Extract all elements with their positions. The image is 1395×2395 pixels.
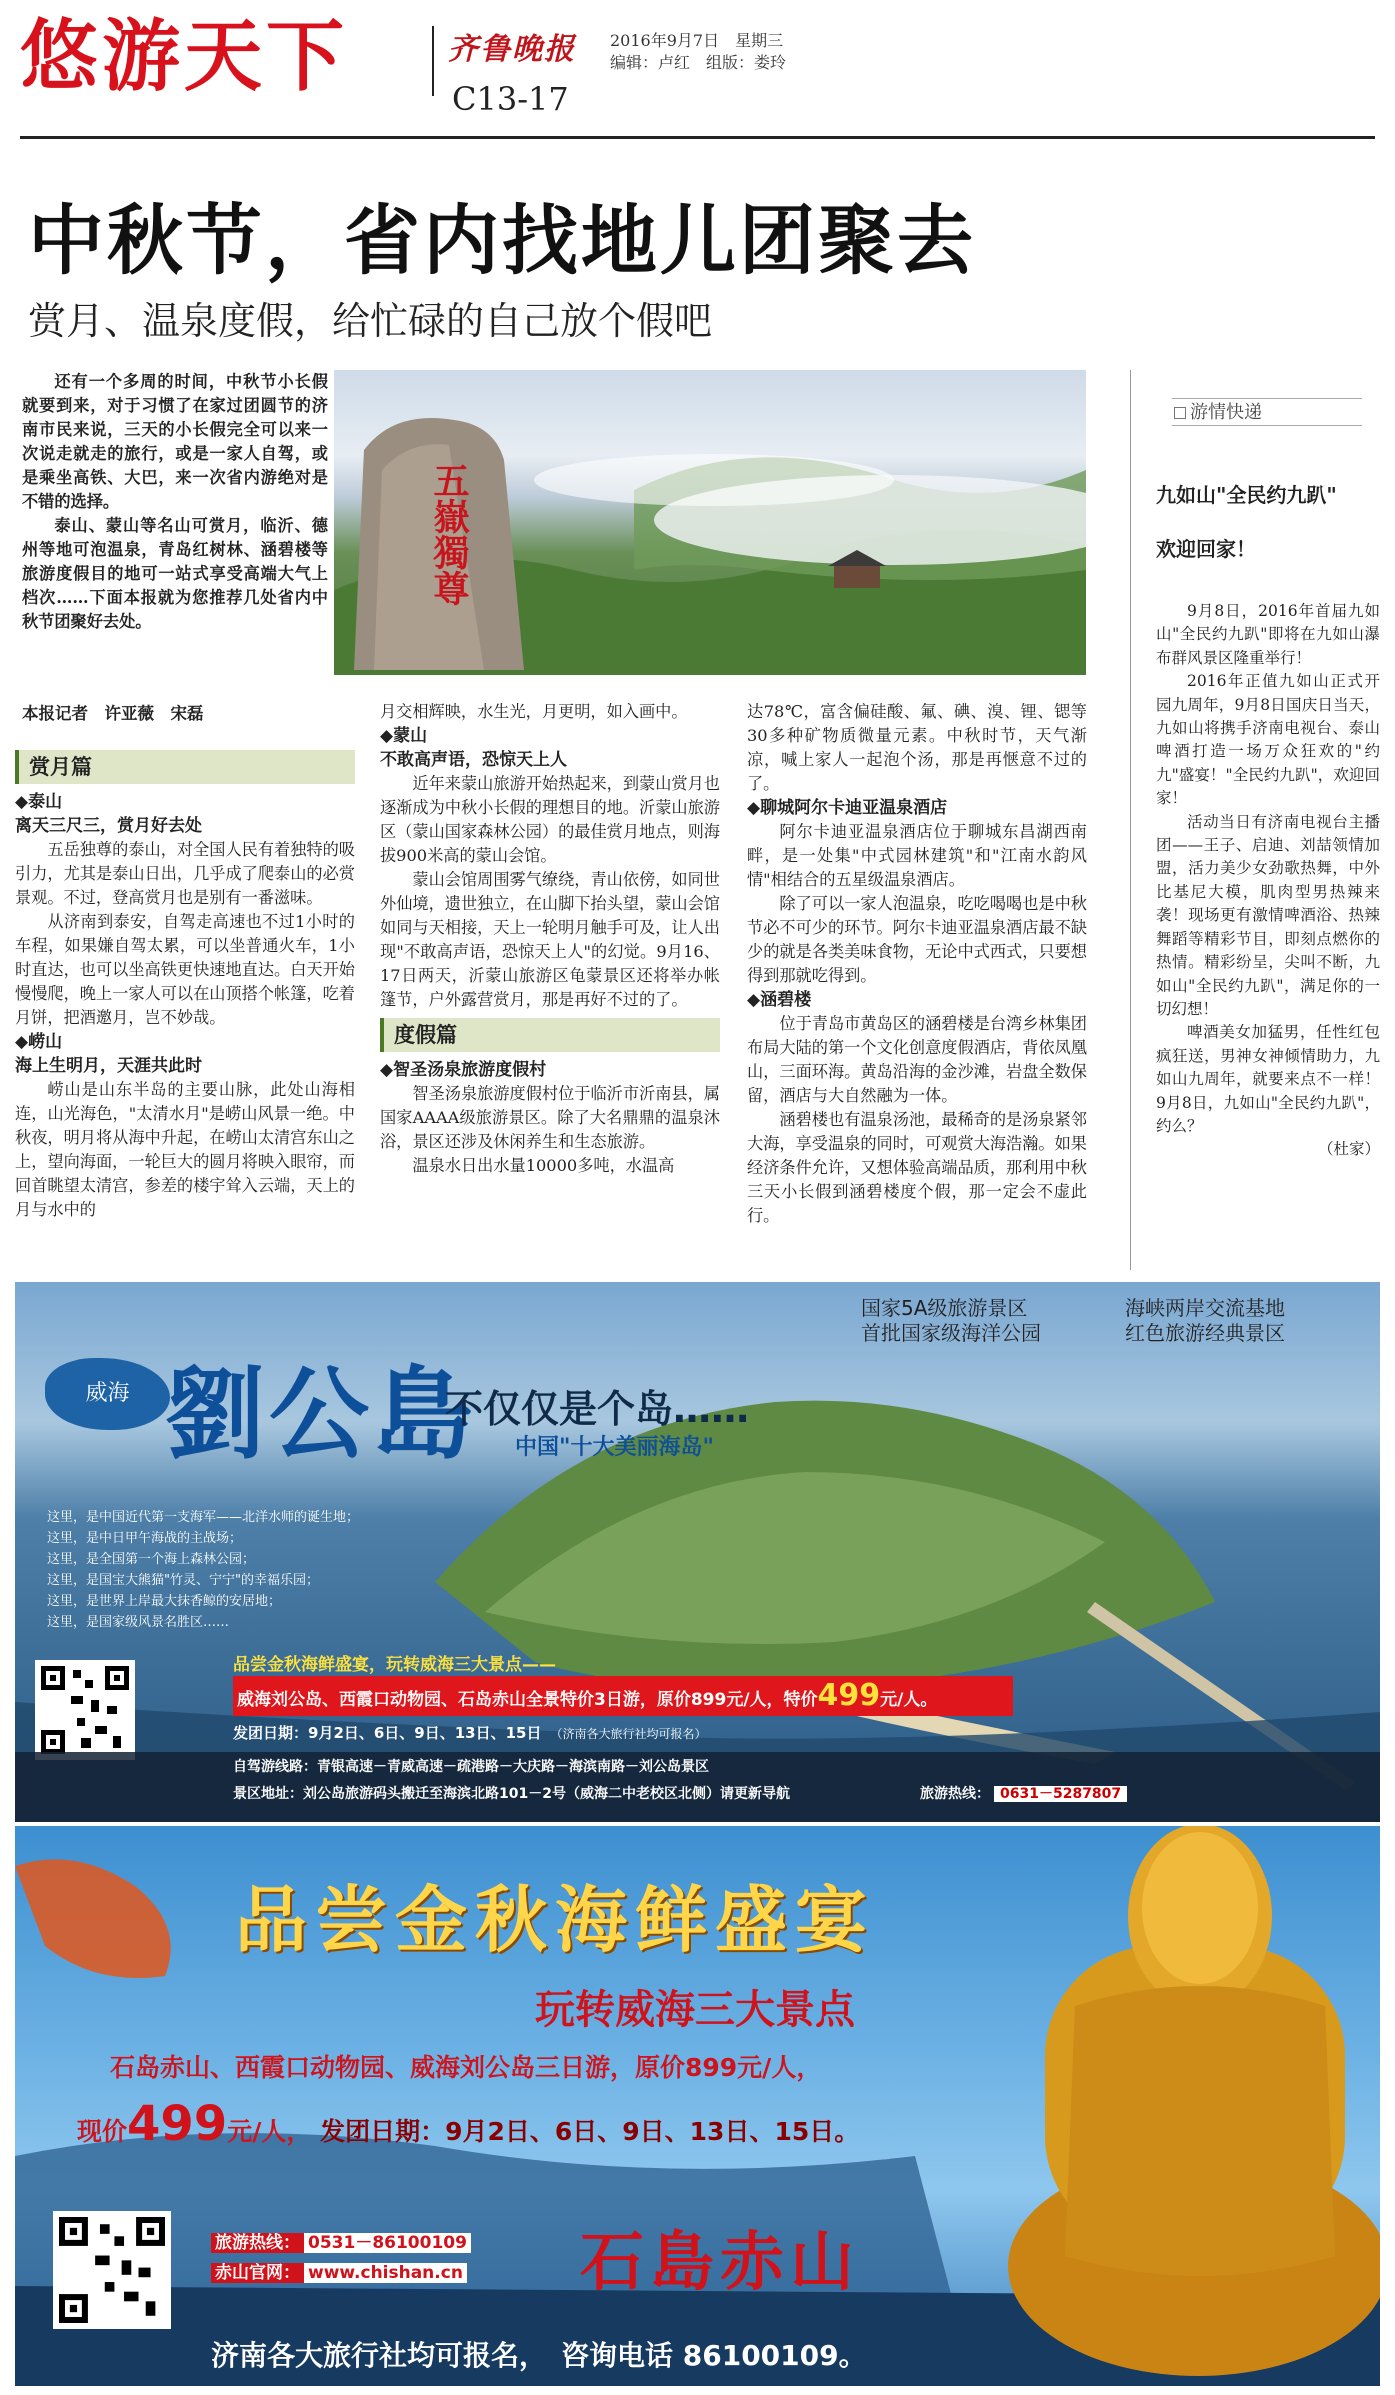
hanbi-paragraph: 涵碧楼也有温泉汤池，最稀奇的是汤泉紧邻大海，享受温泉的同时，可观赏大海浩瀚。如果经济条件允许，又想体验高端品质，那利用中秋三天小长假到涵碧楼度个假，那一定会不虚此行。 [747,1110,1087,1225]
section-resort-tag: 度假篇 [380,1018,720,1052]
ad-hotline-label: 旅游热线： [920,1786,990,1802]
column-separator [1130,370,1131,1270]
column-paragraph: 月交相辉映，水生光，月更明，如入画中。 [380,702,688,721]
ad-feature-line: 这里，是国家级风景名胜区…… [47,1615,230,1630]
ad-route: 自驾游线路：青银高速－青威高速－疏港路－大庆路－海滨南路－刘公岛景区 [233,1759,709,1775]
ad-badge: 海峡两岸交流基地 [1125,1296,1285,1320]
ad-hotline [920,1783,1127,1803]
news-tag [1172,398,1362,426]
chishan-departure: 发团日期：9月2日、6日、9日、13日、15日。 [320,2117,860,2146]
ad-badges-right [1125,1296,1285,1346]
chishan-hotline-label: 旅游热线： [211,2233,304,2253]
chishan-contact [211,2228,471,2288]
mengshan-title: ◆蒙山 [380,726,428,746]
chishan-web-label: 赤山官网： [211,2263,304,2283]
ad-brand: 劉公島 [165,1355,477,1473]
arcadia-paragraph: 除了可以一家人泡温泉，吃吃喝喝也是中秋节必不可少的环节。阿尔卡迪亚温泉酒店最不缺少的就是各类美味食物，无论中式西式，只要想得到那就吃得到。 [747,894,1087,985]
article-column-3 [747,700,1087,1228]
ad-badge: 国家5A级旅游景区 [861,1296,1028,1320]
paper-logo: 齐鲁晚报 [448,32,576,67]
ad-departure-dates: 发团日期：9月2日、6日、9日、13日、15日 [233,1724,542,1742]
section-moon-tag: 赏月篇 [15,750,355,784]
zhisheng-paragraph: 温泉水日出水量10000多吨，水温高 [412,1156,675,1175]
ad-promo-price: 499 [817,1678,881,1713]
ad-feature-line: 这里，是全国第一个海上森林公园； [47,1552,256,1567]
taishan-subtitle: 离天三尺三，赏月好去处 [15,816,202,836]
lead-paragraph: 还有一个多周的时间，中秋节小长假就要到来，对于习惯了在家过团圆节的济南市民来说，三天的小长假完全可以来一次说走就走的旅行，或是一家人自驾，或是乘坐高铁、大巴，来一次省内游绝对是不错的选择。 [22,372,328,511]
sidebar-paragraph: 啤酒美女加猛男，任性红包疯狂送，男神女神倾情助力，九如山九周年，就要来点不一样！9月8日，九如山"全民约九趴"，约么？ [1156,1023,1380,1135]
ad-signup-note: （济南各大旅行社均可报名） [556,1727,707,1741]
chishan-hotline: 0531－86100109 [304,2233,471,2253]
laoshan-subtitle: 海上生明月，天涯共此时 [15,1056,202,1076]
byline: 本报记者 许亚薇 宋磊 [22,704,204,723]
ad-feature-line: 这里，是世界上岸最大抹香鲸的安居地； [47,1594,282,1609]
ad-feature-line: 这里，是中国近代第一支海军——北洋水师的诞生地； [47,1510,360,1525]
laoshan-paragraph: 崂山是山东半岛的主要山脉，此处山海相连，山光海色，"太清水月"是崂山风景一绝。中秋夜，明月将从海中升起，在崂山太清宫东山之上，望向海面，一轮巨大的圆月将映入眼帘，而回首眺望太清宫，参差的楼宇耸入云端，天上的月与水中的 [15,1080,355,1219]
sidebar-paragraph: 活动当日有济南电视台主播团——王子、启迪、刘喆领情加盟，活力美少女劲歌热舞，中外比基尼大模，肌肉型男热辣来袭！现场更有激情啤酒浴、热辣舞蹈等精彩节目，即刻点燃你的热情。精彩纷呈，尖叫不断，九如山"全民约九趴"，满足你的一切幻想！ [1156,812,1380,1018]
sidebar-author: （杜家） [1317,1140,1380,1159]
lead-paragraphs [22,370,328,634]
ad-promo-unit: 元/人。 [880,1690,938,1710]
ad-feature-line: 这里，是国宝大熊猫"竹灵、宁宁"的幸福乐园； [47,1573,319,1588]
chishan-brand: 石島赤山 [580,2225,860,2300]
page-code: C13-17 [452,80,569,118]
ad-address: 景区地址：刘公岛旅游码头搬迁至海滨北路101－2号（威海二中老校区北侧）请更新导航 [233,1786,790,1802]
ad-badges-left [861,1296,1041,1346]
chishan-headline: 品尝金秋海鲜盛宴 [235,1877,876,1962]
chishan-subheadline: 玩转威海三大景点 [535,1987,855,2033]
news-tag-label: 游情快递 [1190,402,1262,423]
headline: 中秋节，省内找地儿团聚去 [28,196,976,285]
qr-code-icon [41,1666,129,1754]
chishan-price-prefix: 现价 [77,2117,128,2146]
taishan-photo [334,370,1086,675]
subheadline: 赏月、温泉度假，给忙碌的自己放个假吧 [28,299,713,343]
masthead-divider [432,26,434,96]
lead-paragraph: 泰山、蒙山等名山可赏月，临沂、德州等地可泡温泉，青岛红树林、涵碧楼等旅游度假目的地可一站式享受高端大气上档次……下面本报就为您推荐几处省内中秋节团聚好去处。 [22,516,328,631]
sidebar-title-line2: 欢迎回家！ [1156,537,1256,561]
ad-promo-title: 品尝金秋海鲜盛宴，玩转威海三大景点—— [233,1655,556,1675]
zhisheng-title: ◆智圣汤泉旅游度假村 [380,1060,547,1080]
chishan-qr-code [53,2211,171,2329]
weihai-map-badge: 威海 [45,1358,170,1430]
sidebar-title [1156,478,1384,566]
ad-badge: 首批国家级海洋公园 [861,1321,1041,1345]
chishan-price-unit: 元/人， [227,2117,312,2146]
sidebar-paragraph: 9月8日，2016年首届九如山"全民约九趴"即将在九如山瀑布群风景区隆重举行！ [1156,602,1380,667]
qr-code-icon [59,2217,165,2323]
zhisheng-paragraph: 智圣汤泉旅游度假村位于临沂市沂南县，属国家AAAA级旅游景区。除了大名鼎鼎的温泉沐浴，景区还涉及休闲养生和生态旅游。 [380,1084,720,1151]
arcadia-title: ◆聊城阿尔卡迪亚温泉酒店 [747,798,948,818]
grid-icon [1174,407,1186,419]
issue-date: 2016年9月7日 星期三 [610,31,784,50]
chishan-route: 石岛赤山、西霞口动物园、威海刘公岛三日游，原价899元/人， [110,2053,822,2082]
ad-slogan: 不仅仅是个岛…… [445,1387,750,1431]
ad-hotline-number: 0631－5287807 [994,1786,1127,1802]
chishan-footer: 济南各大旅行社均可报名， 咨询电话 86100109。 [211,2339,867,2372]
column-paragraph: 达78℃，富含偏硅酸、氟、碘、溴、锂、锶等30多种矿物质微量元素。中秋时节，天气渐凉，喊上家人一起泡个汤，那是再惬意不过的了。 [747,702,1087,793]
ad-departure [233,1722,1133,1743]
ad-feature-line: 这里，是中日甲午海战的主战场； [47,1531,243,1546]
editor-credits: 编辑：卢红 组版：娄玲 [610,53,787,72]
ad-features [47,1507,477,1633]
mengshan-subtitle: 不敢高声语，恐惊天上人 [380,750,567,770]
masthead-rule [20,136,1375,139]
taishan-paragraph: 五岳独尊的泰山，对全国人民有着独特的吸引力，尤其是泰山日出，几乎成了爬泰山的必赏景观。不过，登高赏月也是别有一番滋味。 [15,840,355,907]
sidebar-body [1156,600,1380,1162]
ad-promo-line [233,1676,1013,1716]
arcadia-paragraph: 阿尔卡迪亚温泉酒店位于聊城东昌湖西南畔，是一处集"中式园林建筑"和"江南水韵风情"相结合的五星级温泉酒店。 [747,822,1087,889]
ad-badge: 红色旅游经典景区 [1125,1321,1285,1345]
liugong-island-ad [15,1282,1380,1822]
taishan-paragraph: 从济南到泰安，自驾走高速也不过1小时的车程，如果嫌自驾太累，可以坐普通火车，1小时直达，也可以坐高铁更快速地直达。白天开始慢慢爬，晚上一家人可以在山顶搭个帐篷，吃着月饼，把酒邀月，岂不妙哉。 [15,912,355,1027]
sidebar-paragraph: 2016年正值九如山正式开园九周年，9月8日国庆日当天，九如山将携手济南电视台、泰山啤酒打造一场万众狂欢的"约九"盛宴！"全民约九趴"，欢迎回家！ [1156,672,1380,808]
stone-inscription: 五嶽獨尊 [428,462,470,606]
chishan-price: 499 [127,2096,228,2152]
article-column-1 [15,744,355,1222]
ad-award: 中国"十大美丽海岛" [515,1435,714,1460]
mengshan-paragraph: 蒙山会馆周围雾气缭绕，青山依傍，如同世外仙境，遗世独立，在山脚下抬头望，蒙山会馆如同与天相接，天上一轮明月触手可及，让人出现"不敢高声语，恐惊天上人"的幻觉。9月16、17日两天，沂蒙山旅游区龟蒙景区还将举办帐篷节，户外露营赏月，那是再好不过的了。 [380,870,720,1009]
laoshan-title: ◆崂山 [15,1032,63,1052]
ad-promo-text: 威海刘公岛、西霞口动物园、石岛赤山全景特价3日游，原价899元/人，特价 [237,1690,818,1710]
mengshan-paragraph: 近年来蒙山旅游开始热起来，到蒙山赏月也逐渐成为中秋小长假的理想目的地。沂蒙山旅游区（蒙山国家森林公园）的最佳赏月地点，则海拔900米高的蒙山会馆。 [380,774,720,865]
hanbi-paragraph: 位于青岛市黄岛区的涵碧楼是台湾乡林集团布局大陆的第一个文化创意度假酒店，背依凤凰山，三面环海。黄岛沿海的金沙滩，岩盘全数保留，酒店与大自然融为一体。 [747,1014,1087,1105]
chishan-ad [15,1826,1380,2386]
ad-qr-code [35,1660,135,1760]
article-column-2 [380,700,720,1178]
hanbi-title: ◆涵碧楼 [747,990,812,1010]
chishan-price-line [77,2096,859,2152]
taishan-title: ◆泰山 [15,792,63,812]
chishan-website: www.chishan.cn [304,2263,467,2283]
sidebar-title-line1: 九如山"全民约九趴" [1156,483,1337,507]
section-title: 悠游天下 [20,11,349,102]
